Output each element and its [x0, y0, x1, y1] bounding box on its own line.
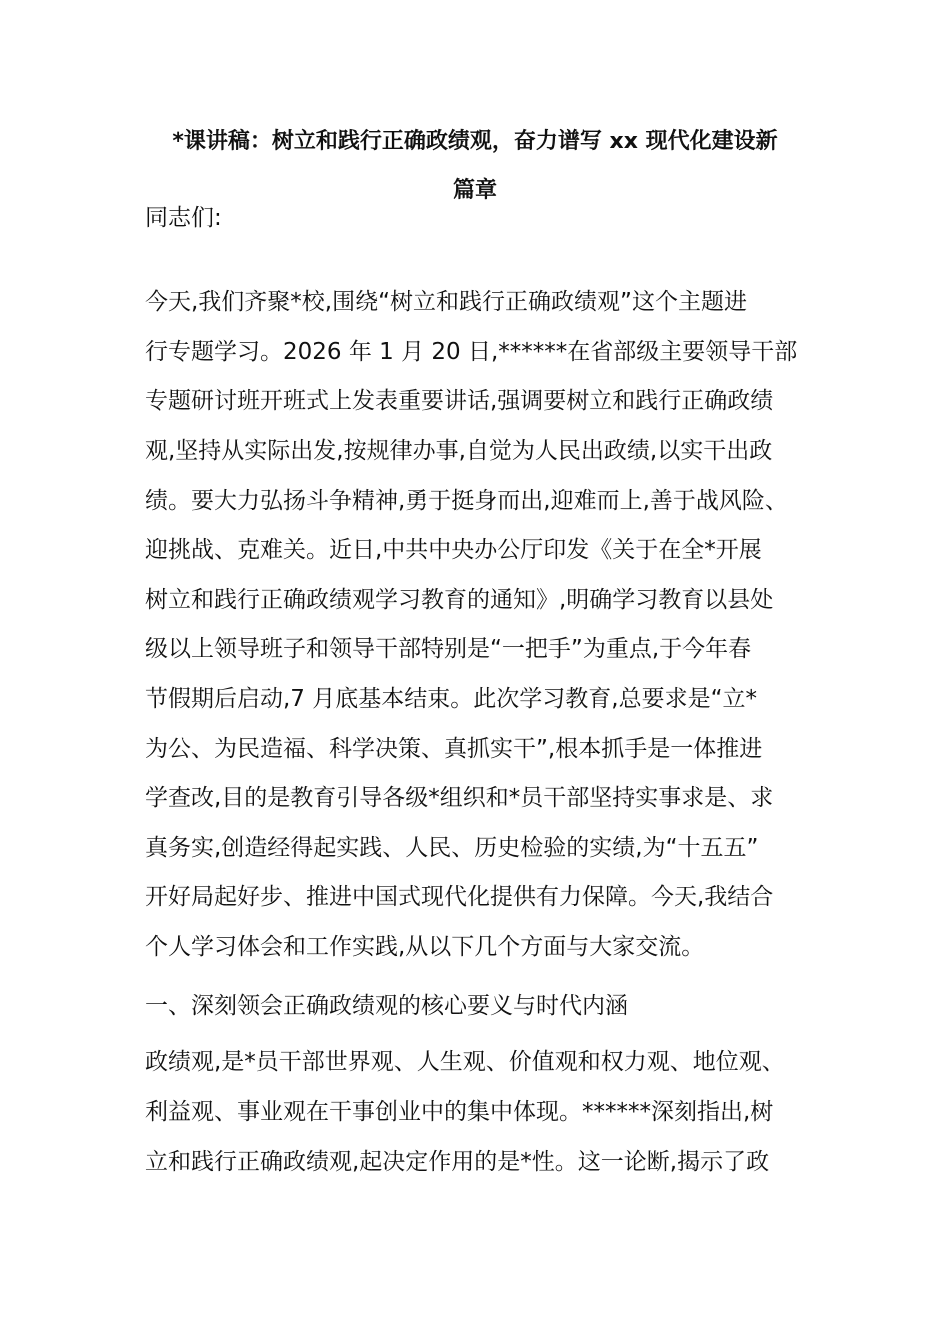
body-line: 今天,我们齐聚*校,围绕“树立和践行正确政绩观”这个主题进	[145, 289, 747, 315]
body-line: 真务实,创造经得起实践、人民、历史检验的实绩,为“十五五”	[145, 835, 759, 861]
section-heading: 一、深刻领会正确政绩观的核心要义与时代内涵	[145, 993, 628, 1019]
body-line: 观,坚持从实际出发,按规律办事,自觉为人民出政绩,以实干出政	[145, 438, 773, 464]
document-title-line-2: 篇章	[452, 178, 497, 203]
document-title-line-1: *课讲稿：树立和践行正确政绩观，奋力谱写 xx 现代化建设新	[172, 129, 778, 154]
body-line: 立和践行正确政绩观,起决定作用的是*性。这一论断,揭示了政	[145, 1149, 770, 1175]
body-line: 树立和践行正确政绩观学习教育的通知》,明确学习教育以县处	[145, 587, 774, 613]
body-line: 个人学习体会和工作实践,从以下几个方面与大家交流。	[145, 934, 705, 960]
body-line: 开好局起好步、推进中国式现代化提供有力保障。今天,我结合	[145, 884, 774, 910]
body-line: 政绩观,是*员干部世界观、人生观、价值观和权力观、地位观、	[145, 1049, 785, 1075]
body-line: 利益观、事业观在干事创业中的集中体现。******深刻指出,树	[145, 1099, 774, 1125]
body-line: 行专题学习。2026 年 1 月 20 日,******在省部级主要领导干部	[145, 339, 798, 365]
body-line: 级以上领导班子和领导干部特别是“一把手”为重点,于今年春	[145, 636, 752, 662]
body-line: 绩。要大力弘扬斗争精神,勇于挺身而出,迎难而上,善于战风险、	[145, 488, 788, 514]
body-line: 为公、为民造福、科学决策、真抓实干”,根本抓手是一体推进	[145, 736, 763, 762]
body-line: 节假期后启动,7 月底基本结束。此次学习教育,总要求是“立*	[145, 686, 757, 712]
body-line: 专题研讨班开班式上发表重要讲话,强调要树立和践行正确政绩	[145, 388, 774, 414]
body-line: 迎挑战、克难关。近日,中共中央办公厅印发《关于在全*开展	[145, 537, 762, 563]
body-line: 学查改,目的是教育引导各级*组织和*员干部坚持实事求是、求	[145, 785, 774, 811]
salutation: 同志们:	[145, 205, 222, 231]
